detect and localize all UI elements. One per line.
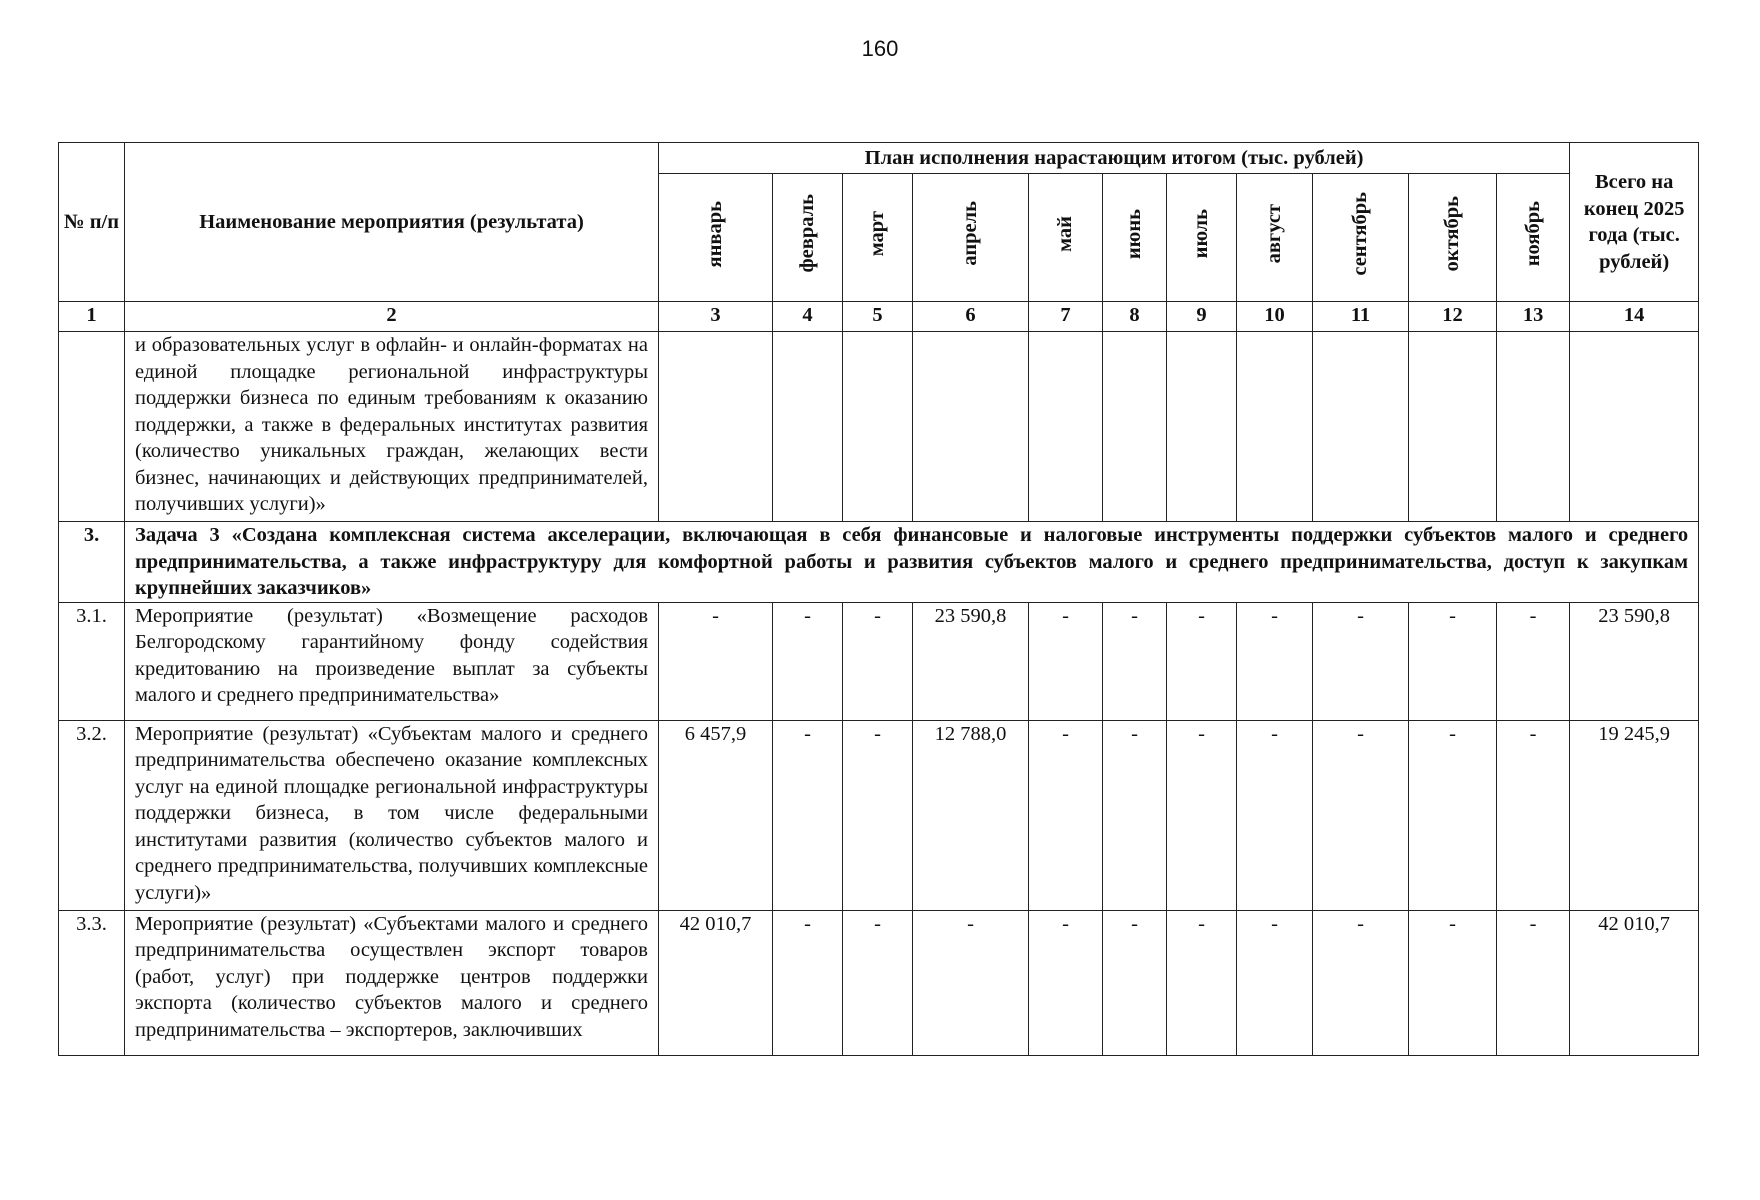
month-value: 6 457,9: [659, 720, 773, 910]
activity-name: Мероприятие (результат) «Субъектами малого и среднего предпринимательства осуществлен экспорт товаров (работ, услуг) при поддержке центров поддержки экспорта (количество субъектов малого и среднего предпринимательства – экспортеров, заключивших: [125, 910, 659, 1055]
month-value: -: [1237, 910, 1313, 1055]
month-value: [913, 332, 1029, 522]
month-value: -: [1409, 602, 1497, 720]
row-number: 3.2.: [59, 720, 125, 910]
month-value: [1313, 332, 1409, 522]
month-label: июнь: [1123, 208, 1146, 259]
month-header: [1103, 174, 1167, 302]
table-row: [59, 602, 1699, 720]
month-value: -: [1313, 910, 1409, 1055]
total-value: 19 245,9: [1570, 720, 1699, 910]
task-row: [59, 522, 1699, 603]
column-number: 3: [659, 302, 773, 332]
month-value: -: [1497, 720, 1570, 910]
month-value: -: [1237, 602, 1313, 720]
table-body: [59, 332, 1699, 1056]
month-value: -: [1313, 602, 1409, 720]
month-value: [773, 332, 843, 522]
page-number: 160: [861, 36, 899, 61]
column-number: 10: [1237, 302, 1313, 332]
column-number: 5: [843, 302, 913, 332]
month-value: -: [1029, 720, 1103, 910]
month-value: -: [1103, 720, 1167, 910]
column-number: 2: [125, 302, 659, 332]
month-value: [1497, 332, 1570, 522]
month-header: [1409, 174, 1497, 302]
column-number: 6: [913, 302, 1029, 332]
month-value: -: [1313, 720, 1409, 910]
month-value: [659, 332, 773, 522]
activity-name: и образовательных услуг в офлайн- и онлайн-форматах на единой площадке региональной инфраструктуры поддержки бизнеса по единым требованиям к оказанию поддержки, а также в федеральных институтах развития (количество уникальных граждан, желающих вести бизнес, начинающих и действующих предпринимателей, получивших услуги)»: [125, 332, 659, 522]
column-number: 14: [1570, 302, 1699, 332]
total-value: 23 590,8: [1570, 602, 1699, 720]
column-number: 7: [1029, 302, 1103, 332]
month-value: -: [1497, 602, 1570, 720]
month-value: 42 010,7: [659, 910, 773, 1055]
month-value: [1167, 332, 1237, 522]
month-value: -: [843, 910, 913, 1055]
row-number: [59, 332, 125, 522]
month-value: -: [1409, 720, 1497, 910]
row-number: 3.3.: [59, 910, 125, 1055]
task-title: Задача 3 «Создана комплексная система акселерации, включающая в себя финансовые и налоговые инструменты поддержки субъектов малого и среднего предпринимательства, а также инфраструктуру для комфортной работы и развития субъектов малого и среднего предпринимательства, доступ к закупкам крупнейших заказчиков»: [125, 522, 1699, 603]
month-header: [1497, 174, 1570, 302]
month-label: март: [866, 211, 889, 257]
total-value: 42 010,7: [1570, 910, 1699, 1055]
table-row: [59, 910, 1699, 1055]
month-value: -: [1029, 602, 1103, 720]
month-header: [1167, 174, 1237, 302]
month-value: -: [1409, 910, 1497, 1055]
month-value: -: [773, 602, 843, 720]
month-label: сентябрь: [1349, 191, 1372, 276]
column-number-row: [59, 302, 1699, 332]
month-header: [1313, 174, 1409, 302]
month-value: 23 590,8: [913, 602, 1029, 720]
month-header: [659, 174, 773, 302]
month-value: [1103, 332, 1167, 522]
column-number: 12: [1409, 302, 1497, 332]
month-value: -: [1167, 602, 1237, 720]
header-name: Наименование мероприятия (результата): [125, 143, 659, 302]
header-total: Всего на конец 2025 года (тыс. рублей): [1570, 143, 1699, 302]
month-label: май: [1054, 215, 1077, 252]
month-value: -: [773, 720, 843, 910]
month-value: -: [843, 602, 913, 720]
month-value: [1409, 332, 1497, 522]
month-value: -: [1237, 720, 1313, 910]
month-value: -: [1103, 910, 1167, 1055]
month-value: -: [843, 720, 913, 910]
month-value: -: [1167, 910, 1237, 1055]
column-number: 13: [1497, 302, 1570, 332]
row-number: 3.1.: [59, 602, 125, 720]
month-label: апрель: [959, 201, 982, 267]
column-number: 4: [773, 302, 843, 332]
month-header: [913, 174, 1029, 302]
month-value: [843, 332, 913, 522]
month-value: -: [659, 602, 773, 720]
month-label: февраль: [796, 194, 819, 274]
row-number: 3.: [59, 522, 125, 603]
month-value: -: [1103, 602, 1167, 720]
header-num: № п/п: [59, 143, 125, 302]
column-number: 1: [59, 302, 125, 332]
month-header: [1237, 174, 1313, 302]
column-number: 8: [1103, 302, 1167, 332]
table-row: [59, 332, 1699, 522]
month-value: -: [1029, 910, 1103, 1055]
month-label: октябрь: [1441, 196, 1464, 272]
month-label: июль: [1190, 209, 1213, 259]
column-number: 9: [1167, 302, 1237, 332]
activity-name: Мероприятие (результат) «Возмещение расходов Белгородскому гарантийному фонду содействия кредитованию на произведение выплат за субъекты малого и среднего предпринимательства»: [125, 602, 659, 720]
month-value: [1237, 332, 1313, 522]
month-value: -: [1497, 910, 1570, 1055]
month-value: -: [773, 910, 843, 1055]
month-header: [1029, 174, 1103, 302]
plan-table: [58, 142, 1699, 1056]
month-label: январь: [704, 200, 727, 267]
month-header: [843, 174, 913, 302]
month-value: 12 788,0: [913, 720, 1029, 910]
activity-name: Мероприятие (результат) «Субъектам малого и среднего предпринимательства обеспечено оказание комплексных услуг на единой площадке региональной инфраструктуры поддержки бизнеса, в том числе федеральными институтами развития (количество субъектов малого и среднего предпринимательства, получивших комплексные услуги)»: [125, 720, 659, 910]
month-value: -: [913, 910, 1029, 1055]
month-label: август: [1263, 204, 1286, 264]
total-value: [1570, 332, 1699, 522]
column-number: 11: [1313, 302, 1409, 332]
month-value: -: [1167, 720, 1237, 910]
month-value: [1029, 332, 1103, 522]
header-plan: План исполнения нарастающим итогом (тыс. рублей): [659, 143, 1570, 174]
month-header: [773, 174, 843, 302]
table-row: [59, 720, 1699, 910]
month-label: ноябрь: [1521, 201, 1544, 267]
